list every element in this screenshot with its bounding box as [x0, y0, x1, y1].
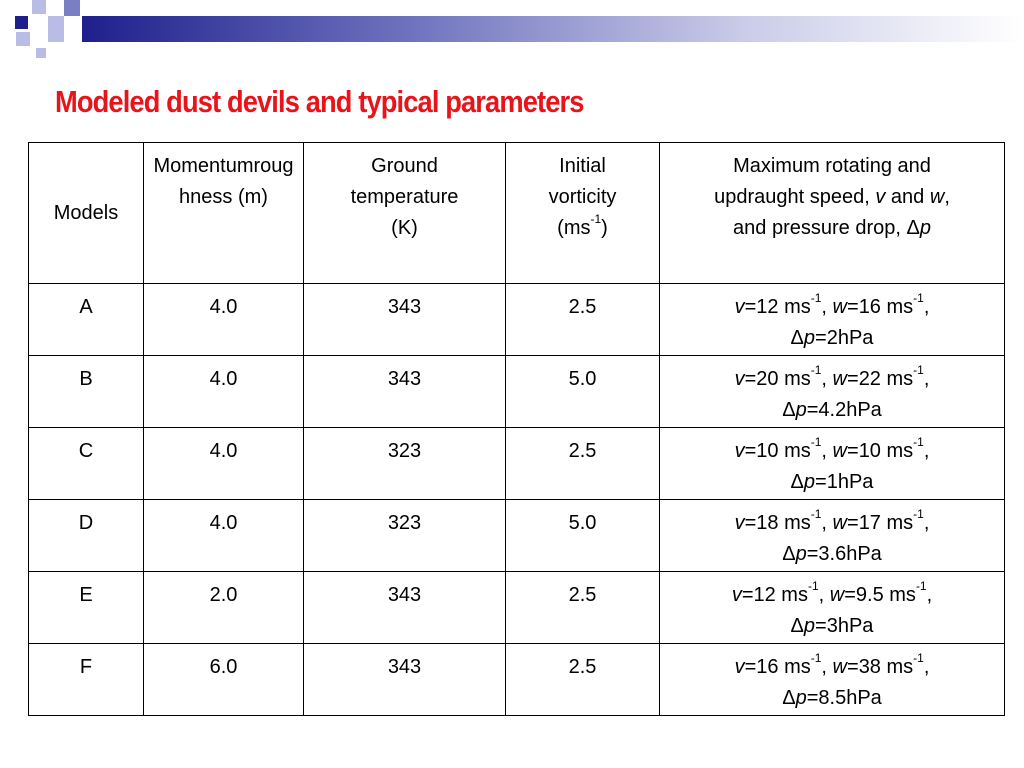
cell-model: B [29, 356, 144, 428]
header-roughness: Momentumroughness (m) [144, 143, 304, 284]
cell-model: F [29, 644, 144, 716]
cell-max-params: v=12 $ms^{-1}$, w=16 $ms^{-1}$, Δp=2hPa [660, 284, 1005, 356]
decor-square-light [36, 48, 46, 58]
cell-model: E [29, 572, 144, 644]
cell-temperature: 343 [304, 284, 506, 356]
cell-model: A [29, 284, 144, 356]
cell-temperature: 343 [304, 356, 506, 428]
cell-model: D [29, 500, 144, 572]
table-row [29, 644, 1005, 716]
cell-vorticity: 5.0 [506, 500, 660, 572]
cell-roughness: 4.0 [144, 428, 304, 500]
cell-roughness: 4.0 [144, 284, 304, 356]
cell-max-params: v=12 $ms^{-1}$, w=9.5 $ms^{-1}$, Δp=3hPa [660, 572, 1005, 644]
decor-square-light [16, 32, 30, 46]
table-row [29, 428, 1005, 500]
cell-vorticity: 2.5 [506, 572, 660, 644]
cell-roughness: 2.0 [144, 572, 304, 644]
cell-max-params: v=10 $ms^{-1}$, w=10 $ms^{-1}$, Δp=1hPa [660, 428, 1005, 500]
header-max-speed-pressure: Maximum rotating and updraught speed, v and w, and pressure drop, Δp [660, 143, 1005, 284]
cell-temperature: 343 [304, 644, 506, 716]
cell-roughness: 6.0 [144, 644, 304, 716]
parameters-table [28, 142, 1005, 716]
cell-roughness: 4.0 [144, 500, 304, 572]
cell-max-params: v=16 $ms^{-1}$, w=38 $ms^{-1}$, Δp=8.5hPa [660, 644, 1005, 716]
cell-model: C [29, 428, 144, 500]
cell-temperature: 323 [304, 428, 506, 500]
header-gradient-bar [82, 16, 1024, 42]
cell-vorticity: 5.0 [506, 356, 660, 428]
decor-square-light [32, 0, 46, 14]
header-models: Models [29, 143, 144, 284]
decor-square-navy [15, 16, 28, 29]
header-ground-temperature: Ground temperature (K) [304, 143, 506, 284]
cell-max-params: v=18 $ms^{-1}$, w=17 $ms^{-1}$, Δp=3.6hPa [660, 500, 1005, 572]
table-row [29, 572, 1005, 644]
decor-square-mid [64, 0, 80, 16]
cell-temperature: 343 [304, 572, 506, 644]
cell-vorticity: 2.5 [506, 644, 660, 716]
table-row [29, 500, 1005, 572]
cell-max-params: v=20 $ms^{-1}$, w=22 $ms^{-1}$, Δp=4.2hPa [660, 356, 1005, 428]
table-header-row [29, 143, 1005, 284]
table-row [29, 356, 1005, 428]
cell-vorticity: 2.5 [506, 428, 660, 500]
decor-square-light [48, 16, 64, 42]
cell-roughness: 4.0 [144, 356, 304, 428]
cell-temperature: 323 [304, 500, 506, 572]
table-row [29, 284, 1005, 356]
slide-title: Modeled dust devils and typical parameters [55, 84, 584, 119]
cell-vorticity: 2.5 [506, 284, 660, 356]
header-initial-vorticity: Initial vorticity $(ms^{-1})$ [506, 143, 660, 284]
